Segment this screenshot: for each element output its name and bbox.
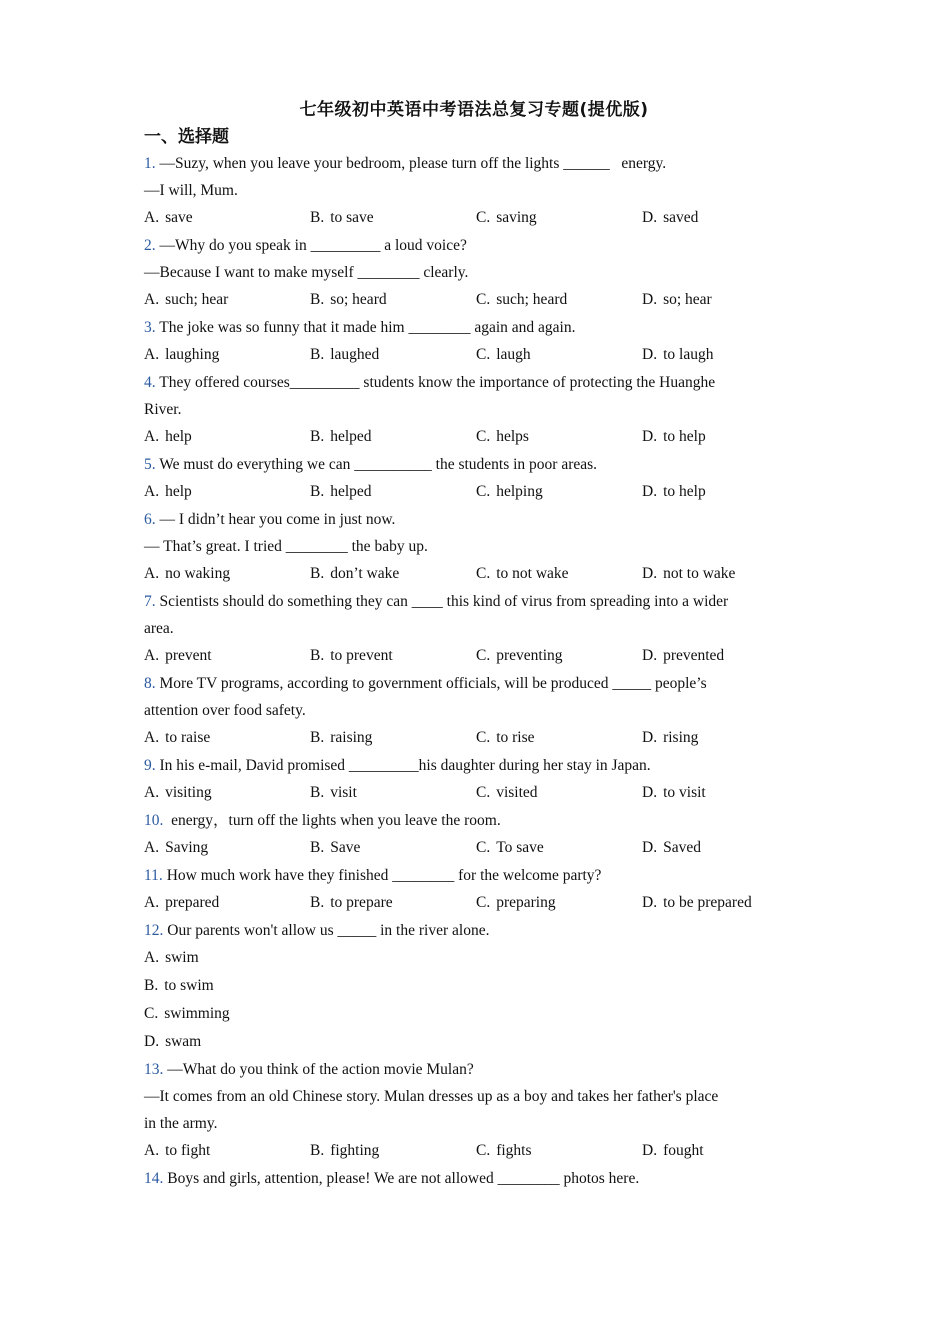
answer-options	[144, 779, 804, 807]
question-number: 13.	[144, 1061, 164, 1078]
answer-options	[144, 560, 804, 588]
question-stem	[144, 314, 804, 341]
option-letter: A.	[144, 565, 160, 582]
question-stem-continued	[144, 697, 804, 724]
answer-option[interactable]	[144, 204, 310, 232]
question-text: They offered courses_________ students know the importance of protecting the Huanghe	[159, 374, 716, 391]
answer-option[interactable]	[642, 1137, 808, 1165]
option-text: to be prepared	[663, 894, 752, 911]
option-text: such; heard	[496, 291, 568, 308]
answer-option[interactable]	[144, 1028, 804, 1056]
answer-option[interactable]	[144, 724, 310, 752]
option-letter: B.	[310, 729, 325, 746]
question-stem	[144, 862, 804, 889]
question-stem-continued	[144, 615, 804, 642]
option-text: saving	[496, 209, 537, 226]
option-letter: C.	[476, 839, 491, 856]
option-letter: C.	[476, 291, 491, 308]
answer-option[interactable]	[144, 478, 310, 506]
question-number: 10.	[144, 812, 164, 829]
answer-option[interactable]	[144, 834, 310, 862]
option-letter: C.	[144, 1005, 159, 1022]
question-number: 12.	[144, 922, 164, 939]
option-letter: D.	[642, 894, 658, 911]
question-item	[144, 1056, 804, 1165]
option-text: laughed	[330, 346, 380, 363]
question-text: River.	[144, 401, 182, 418]
answer-option[interactable]	[310, 341, 476, 369]
answer-options	[144, 889, 804, 917]
option-text: Saved	[663, 839, 701, 856]
question-item	[144, 752, 804, 807]
question-stem-continued	[144, 533, 804, 560]
option-letter: D.	[642, 1142, 658, 1159]
question-item	[144, 232, 804, 314]
question-stem	[144, 917, 804, 944]
question-item	[144, 451, 804, 506]
answer-option[interactable]	[144, 972, 804, 1000]
option-letter: D.	[642, 647, 658, 664]
option-text: fights	[496, 1142, 532, 1159]
option-text: fighting	[330, 1142, 380, 1159]
answer-option[interactable]	[476, 341, 642, 369]
option-letter: B.	[310, 784, 325, 801]
answer-options	[144, 834, 804, 862]
option-text: swim	[165, 949, 199, 966]
question-text: attention over food safety.	[144, 702, 306, 719]
option-text: save	[165, 209, 193, 226]
question-stem	[144, 369, 804, 396]
question-stem	[144, 588, 804, 615]
option-text: preparing	[496, 894, 556, 911]
answer-options	[144, 944, 804, 1056]
option-text: prevent	[165, 647, 212, 664]
answer-options	[144, 724, 804, 752]
option-text: saved	[663, 209, 699, 226]
option-letter: D.	[642, 291, 658, 308]
question-stem	[144, 506, 804, 533]
question-stem	[144, 451, 804, 478]
option-letter: B.	[310, 894, 325, 911]
option-text: preventing	[496, 647, 563, 664]
option-text: to rise	[496, 729, 535, 746]
option-text: to prevent	[330, 647, 393, 664]
question-text: —I will, Mum.	[144, 182, 238, 199]
answer-option[interactable]	[476, 834, 642, 862]
option-text: prevented	[663, 647, 725, 664]
option-text: to swim	[164, 977, 214, 994]
option-letter: C.	[476, 784, 491, 801]
question-stem	[144, 232, 804, 259]
answer-options	[144, 478, 804, 506]
option-letter: C.	[476, 209, 491, 226]
option-text: rising	[663, 729, 699, 746]
option-letter: C.	[476, 729, 491, 746]
option-text: to visit	[663, 784, 706, 801]
answer-option[interactable]	[642, 341, 808, 369]
option-letter: A.	[144, 839, 160, 856]
answer-option[interactable]	[144, 423, 310, 451]
answer-option[interactable]	[144, 1137, 310, 1165]
answer-option[interactable]	[476, 724, 642, 752]
question-text: area.	[144, 620, 174, 637]
question-number: 4.	[144, 374, 156, 391]
option-letter: C.	[476, 647, 491, 664]
answer-option[interactable]	[476, 560, 642, 588]
question-item	[144, 862, 804, 917]
option-letter: A.	[144, 428, 160, 445]
question-stem-continued	[144, 396, 804, 423]
option-text: Saving	[165, 839, 209, 856]
option-text: such; hear	[165, 291, 229, 308]
question-list	[144, 150, 804, 1192]
answer-option[interactable]	[310, 1137, 476, 1165]
question-text: More TV programs, according to government officials, will be produced _____ people’s	[159, 675, 707, 692]
question-text: —Suzy, when you leave your bedroom, please turn off the lights ______ energy.	[159, 155, 667, 172]
option-letter: B.	[144, 977, 159, 994]
option-letter: D.	[642, 839, 658, 856]
option-letter: A.	[144, 894, 160, 911]
option-letter: C.	[476, 428, 491, 445]
question-text: The joke was so funny that it made him ________ again and again.	[159, 319, 576, 336]
question-text: —Because I want to make myself ________ clearly.	[144, 264, 469, 281]
question-number: 14.	[144, 1170, 164, 1187]
question-text: Boys and girls, attention, please! We are not allowed ________ photos here.	[167, 1170, 640, 1187]
question-text: —Why do you speak in _________ a loud voice?	[159, 237, 467, 254]
option-letter: C.	[476, 565, 491, 582]
answer-option[interactable]	[310, 642, 476, 670]
question-stem	[144, 1165, 804, 1192]
answer-option[interactable]	[310, 560, 476, 588]
answer-option[interactable]	[310, 834, 476, 862]
answer-options	[144, 642, 804, 670]
option-letter: A.	[144, 729, 160, 746]
option-text: laugh	[496, 346, 531, 363]
answer-option[interactable]	[476, 779, 642, 807]
answer-options	[144, 423, 804, 451]
option-letter: C.	[476, 1142, 491, 1159]
option-text: no waking	[165, 565, 231, 582]
option-letter: D.	[642, 565, 658, 582]
question-number: 9.	[144, 757, 156, 774]
answer-options	[144, 286, 804, 314]
option-letter: C.	[476, 346, 491, 363]
option-letter: C.	[476, 483, 491, 500]
question-number: 8.	[144, 675, 156, 692]
question-text: How much work have they finished ________ for the welcome party?	[166, 867, 602, 884]
question-number: 1.	[144, 155, 156, 172]
question-text: — That’s great. I tried ________ the baby up.	[144, 538, 428, 555]
question-stem-continued	[144, 177, 804, 204]
option-letter: A.	[144, 949, 160, 966]
option-text: so; heard	[330, 291, 387, 308]
question-item	[144, 588, 804, 670]
option-text: helped	[330, 483, 372, 500]
answer-option[interactable]	[144, 944, 804, 972]
option-letter: B.	[310, 483, 325, 500]
answer-option[interactable]	[310, 204, 476, 232]
question-number: 5.	[144, 456, 156, 473]
document-title: 七年级初中英语中考语法总复习专题(提优版)	[299, 100, 649, 120]
question-text: energy，turn off the lights when you leave the room.	[167, 812, 501, 829]
question-stem-continued	[144, 1110, 804, 1137]
answer-option[interactable]	[476, 423, 642, 451]
option-letter: A.	[144, 784, 160, 801]
option-text: helped	[330, 428, 372, 445]
option-text: fought	[663, 1142, 704, 1159]
option-text: helping	[496, 483, 543, 500]
option-letter: D.	[642, 483, 658, 500]
option-letter: B.	[310, 428, 325, 445]
answer-option[interactable]	[310, 286, 476, 314]
answer-option[interactable]	[476, 642, 642, 670]
answer-option[interactable]	[144, 286, 310, 314]
option-text: laughing	[165, 346, 220, 363]
option-text: to prepare	[330, 894, 393, 911]
option-letter: D.	[144, 1033, 160, 1050]
answer-option[interactable]	[310, 423, 476, 451]
option-text: to help	[663, 483, 706, 500]
option-letter: D.	[642, 346, 658, 363]
question-stem	[144, 752, 804, 779]
answer-option[interactable]	[642, 286, 808, 314]
option-text: to laugh	[663, 346, 714, 363]
option-letter: A.	[144, 483, 160, 500]
answer-option[interactable]	[144, 642, 310, 670]
option-letter: D.	[642, 209, 658, 226]
option-text: not to wake	[663, 565, 736, 582]
answer-option[interactable]	[476, 478, 642, 506]
option-letter: A.	[144, 291, 160, 308]
option-letter: B.	[310, 647, 325, 664]
answer-options	[144, 341, 804, 369]
option-letter: D.	[642, 428, 658, 445]
option-text: to fight	[165, 1142, 211, 1159]
option-text: prepared	[165, 894, 220, 911]
option-letter: B.	[310, 346, 325, 363]
question-text: We must do everything we can __________ the students in poor areas.	[159, 456, 598, 473]
option-text: helps	[496, 428, 529, 445]
option-letter: A.	[144, 209, 160, 226]
answer-options	[144, 1137, 804, 1165]
question-text: Scientists should do something they can ____ this kind of virus from spreading into a wider	[159, 593, 729, 610]
answer-option[interactable]	[642, 834, 808, 862]
answer-option[interactable]	[642, 478, 808, 506]
option-letter: D.	[642, 784, 658, 801]
document-page	[144, 96, 804, 1192]
option-text: swimming	[164, 1005, 230, 1022]
question-number: 6.	[144, 511, 156, 528]
question-number: 3.	[144, 319, 156, 336]
answer-option[interactable]	[144, 779, 310, 807]
option-text: to not wake	[496, 565, 569, 582]
question-stem-continued	[144, 259, 804, 286]
answer-option[interactable]	[642, 423, 808, 451]
question-stem	[144, 807, 804, 834]
option-text: visit	[330, 784, 357, 801]
answer-options	[144, 204, 804, 232]
option-text: swam	[165, 1033, 202, 1050]
option-text: to help	[663, 428, 706, 445]
answer-option[interactable]	[144, 560, 310, 588]
option-text: To save	[496, 839, 544, 856]
option-text: to save	[330, 209, 374, 226]
question-item	[144, 314, 804, 369]
question-item	[144, 807, 804, 862]
question-item	[144, 369, 804, 451]
answer-option[interactable]	[310, 724, 476, 752]
option-letter: A.	[144, 1142, 160, 1159]
option-text: help	[165, 428, 192, 445]
option-letter: B.	[310, 291, 325, 308]
option-letter: A.	[144, 346, 160, 363]
option-letter: B.	[310, 565, 325, 582]
answer-option[interactable]	[144, 889, 310, 917]
question-text: — I didn’t hear you come in just now.	[159, 511, 396, 528]
answer-option[interactable]	[476, 204, 642, 232]
answer-option[interactable]	[642, 779, 808, 807]
option-text: so; hear	[663, 291, 712, 308]
answer-option[interactable]	[476, 1137, 642, 1165]
question-stem	[144, 670, 804, 697]
answer-option[interactable]	[642, 642, 808, 670]
section-heading: 一、选择题	[144, 127, 229, 147]
answer-option[interactable]	[144, 1000, 804, 1028]
question-text: —What do you think of the action movie Mulan?	[167, 1061, 474, 1078]
option-letter: A.	[144, 647, 160, 664]
option-text: visited	[496, 784, 538, 801]
question-text: —It comes from an old Chinese story. Mulan dresses up as a boy and takes her father's place	[144, 1088, 719, 1105]
question-stem	[144, 1056, 804, 1083]
question-item	[144, 917, 804, 1056]
question-stem-continued	[144, 1083, 804, 1110]
option-text: visiting	[165, 784, 212, 801]
question-text: in the army.	[144, 1115, 218, 1132]
question-item	[144, 1165, 804, 1192]
option-letter: D.	[642, 729, 658, 746]
option-letter: B.	[310, 209, 325, 226]
option-text: to raise	[165, 729, 211, 746]
answer-option[interactable]	[476, 286, 642, 314]
option-text: help	[165, 483, 192, 500]
option-letter: B.	[310, 839, 325, 856]
question-stem	[144, 150, 804, 177]
answer-option[interactable]	[476, 889, 642, 917]
option-text: don’t wake	[330, 565, 400, 582]
question-number: 7.	[144, 593, 156, 610]
question-item	[144, 150, 804, 232]
answer-option[interactable]	[310, 478, 476, 506]
option-letter: C.	[476, 894, 491, 911]
answer-option[interactable]	[642, 724, 808, 752]
answer-option[interactable]	[310, 779, 476, 807]
answer-option[interactable]	[642, 204, 808, 232]
answer-option[interactable]	[642, 889, 808, 917]
option-text: Save	[330, 839, 361, 856]
question-text: Our parents won't allow us _____ in the river alone.	[167, 922, 490, 939]
question-item	[144, 670, 804, 752]
question-text: In his e-mail, David promised _________his daughter during her stay in Japan.	[159, 757, 651, 774]
answer-option[interactable]	[144, 341, 310, 369]
answer-option[interactable]	[310, 889, 476, 917]
question-number: 11.	[144, 867, 163, 884]
option-text: raising	[330, 729, 373, 746]
question-item	[144, 506, 804, 588]
option-letter: B.	[310, 1142, 325, 1159]
answer-option[interactable]	[642, 560, 808, 588]
question-number: 2.	[144, 237, 156, 254]
